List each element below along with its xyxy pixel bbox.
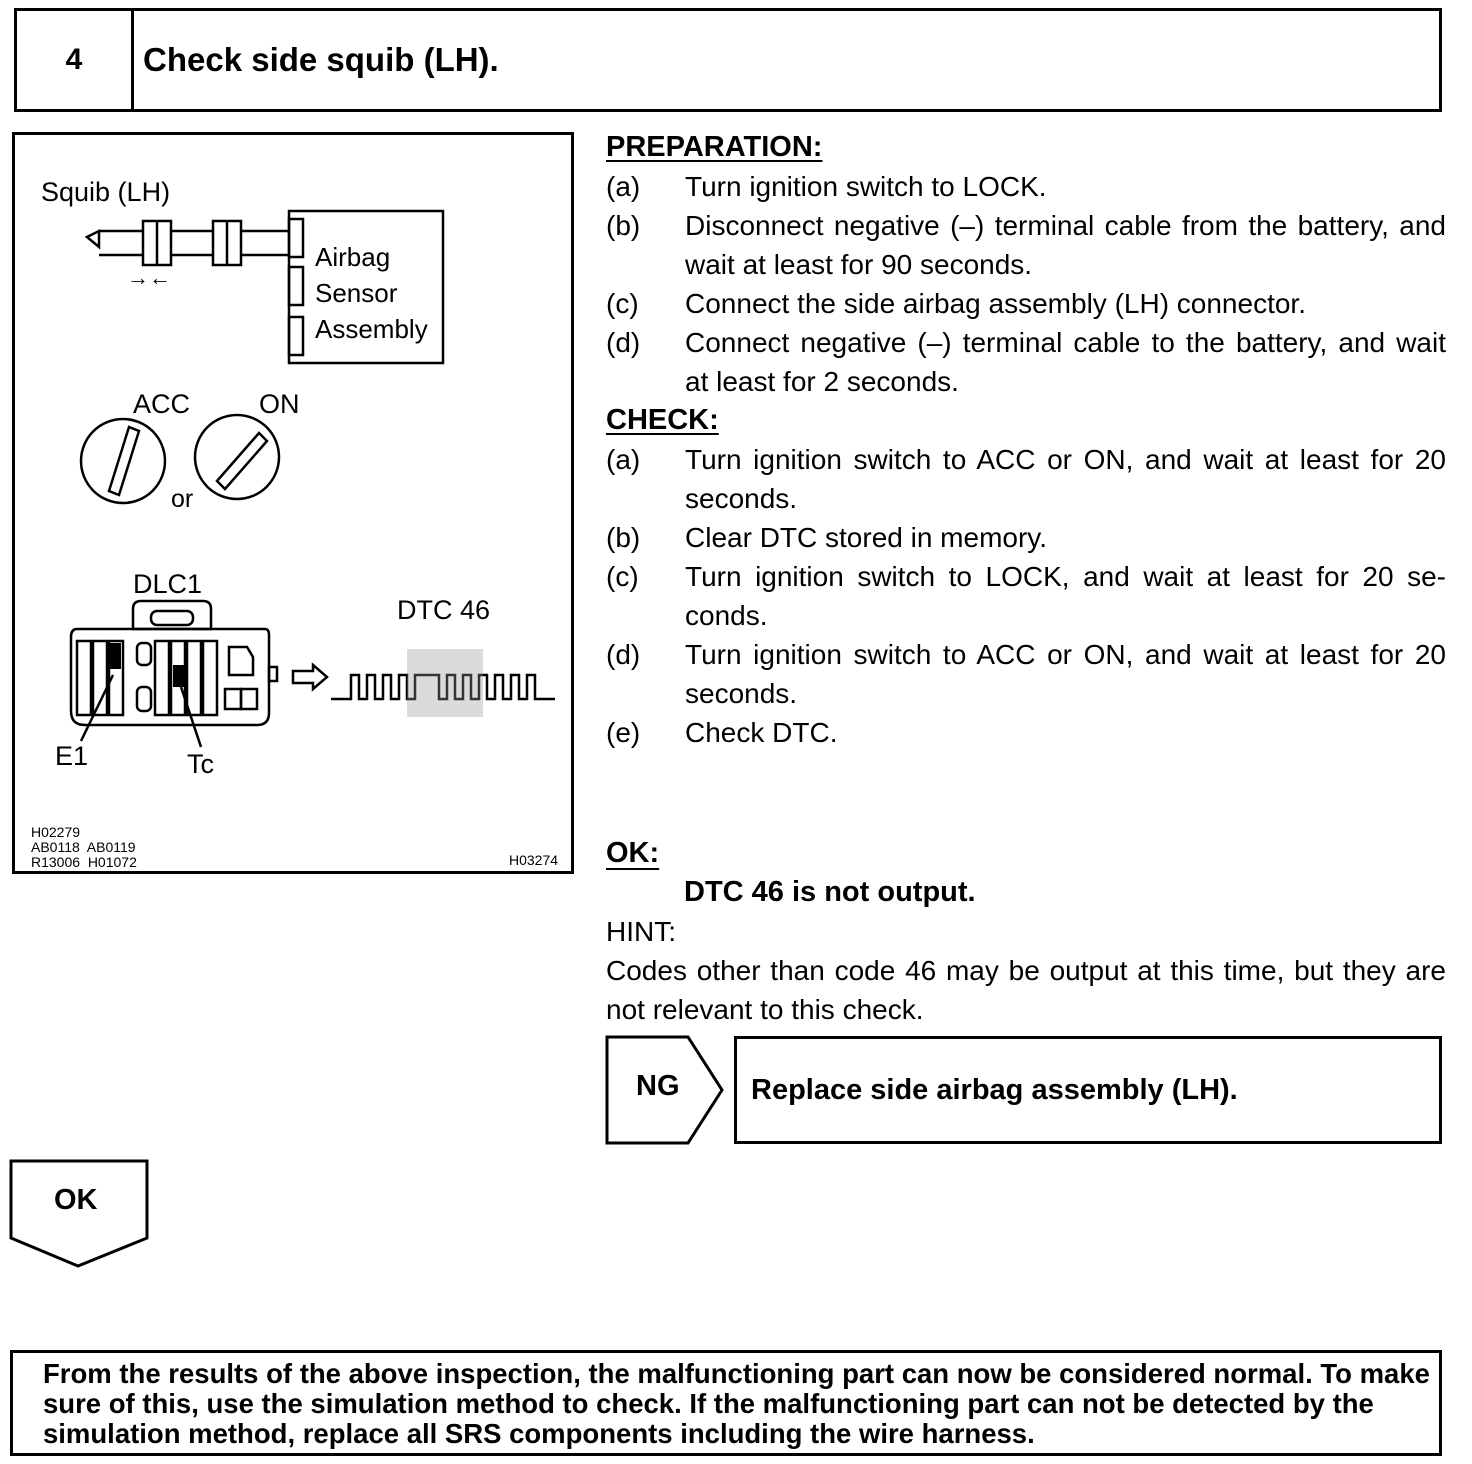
check-step: (c) Turn ignition switch to LOCK, and wait at least for 20 se-conds.: [606, 561, 1446, 631]
preparation-step: (c) Connect the side airbag assembly (LH) connector.: [606, 288, 1306, 319]
preparation-step: (b) Disconnect negative (–) terminal cable from the battery, and wait at least for 90 seconds.: [606, 210, 1446, 280]
connector-arrows-label: →←: [127, 265, 171, 290]
output-arrow-icon: [293, 665, 327, 689]
step-title: Check side squib (LH).: [143, 41, 499, 78]
tc-label: Tc: [187, 749, 214, 779]
ok-result-text: DTC 46 is not output.: [684, 876, 976, 908]
ng-label: NG: [636, 1070, 680, 1102]
check-step: (d) Turn ignition switch to ACC or ON, and wait at least for 20 seconds.: [606, 639, 1446, 709]
ignition-on-drawing: [195, 415, 279, 499]
hint-text: Codes other than code 46 may be output at this time, but they are not relevant to this check.: [606, 955, 1446, 1025]
ignition-acc-drawing: [81, 419, 165, 503]
waveform-highlight: [407, 649, 483, 717]
ng-action-box: [734, 1036, 1442, 1144]
ok-branch-label: OK: [54, 1184, 98, 1216]
dtc46-label: DTC 46: [397, 595, 491, 625]
procedure-text: [606, 128, 1446, 752]
preparation-step: (d) Connect negative (–) terminal cable to the battery, and wait at least for 2 seconds.: [606, 327, 1446, 397]
squib-connector-drawing: [87, 221, 289, 265]
check-step: (a) Turn ignition switch to ACC or ON, and wait at least for 20 seconds.: [606, 444, 1446, 514]
airbag-sensor-label: Airbag Sensor Assembly: [315, 242, 428, 344]
illustration-panel: [12, 132, 574, 874]
wiring-illustration: [15, 135, 571, 871]
check-step: (b) Clear DTC stored in memory.: [606, 522, 1048, 553]
ng-action-text: Replace side airbag assembly (LH).: [751, 1073, 1238, 1106]
ok-result-section: [606, 834, 1446, 1029]
or-label: or: [171, 485, 194, 513]
e1-label: E1: [55, 741, 89, 771]
check-step: (e) Check DTC.: [606, 717, 838, 748]
on-label: ON: [259, 389, 300, 419]
figure-id-code: H03274: [509, 852, 559, 868]
tc-terminal-mark: [173, 665, 185, 687]
hint-title: HINT:: [606, 916, 676, 947]
check-title: CHECK:: [606, 404, 719, 436]
final-note-text: From the results of the above inspection, the malfunctioning part can now be considered normal. To make sure of this, use the simulation method to check. If the malfunctioning part can not be detected by the simulation method, replace all SRS components including the wire harness.: [43, 1358, 1430, 1449]
dlc1-label: DLC1: [133, 569, 203, 599]
step-number: 4: [17, 11, 134, 109]
step-header: [14, 8, 1442, 112]
reference-codes: H02279 AB0118 AB0119 R13006 H01072: [31, 824, 137, 870]
ok-title: OK:: [606, 837, 660, 869]
final-note-box: [10, 1350, 1442, 1456]
e1-terminal-mark: [109, 643, 121, 669]
preparation-step: (a) Turn ignition switch to LOCK.: [606, 171, 1047, 202]
squib-label: Squib (LH): [41, 177, 171, 207]
preparation-title: PREPARATION:: [606, 131, 823, 163]
acc-label: ACC: [133, 389, 191, 419]
